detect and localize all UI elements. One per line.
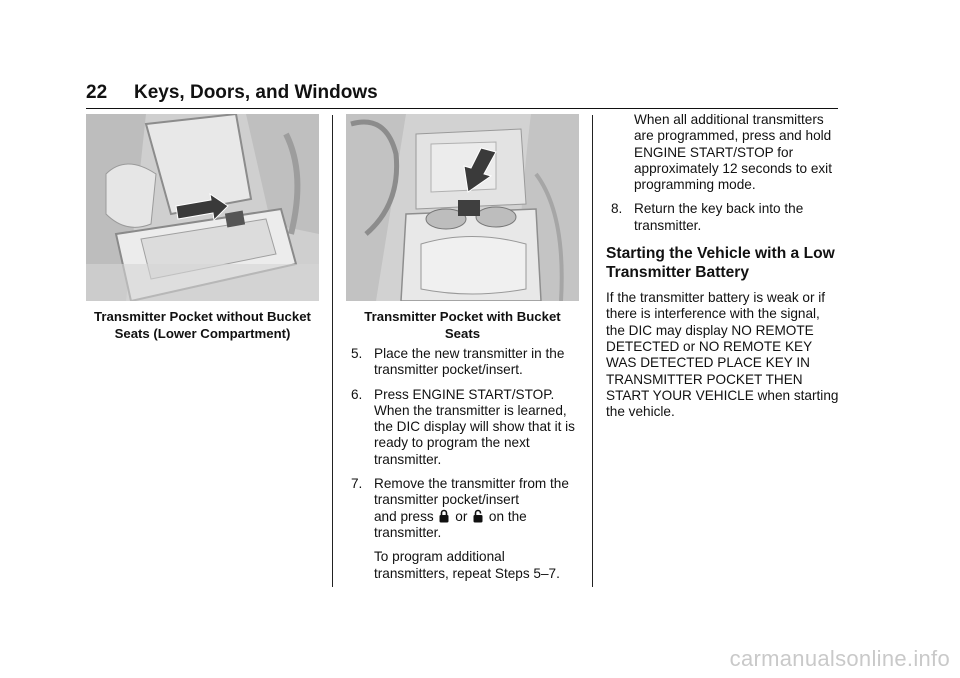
step-text-part: and press [374, 508, 434, 524]
step-text-part: transmitter. [374, 524, 442, 540]
step-text: When all additional transmitters are programmed, press and hold ENGINE START/STOP for approximately 12 seconds to exit programming mode. [634, 112, 832, 193]
caption-line: Seats [444, 326, 481, 341]
figure-transmitter-pocket-lower-compartment [86, 114, 319, 301]
column-divider-left [332, 115, 333, 587]
watermark: carmanualsonline.info [729, 646, 950, 671]
page-number: 22 [86, 82, 108, 103]
step-text: Place the new transmitter in the transmitter pocket/insert. [374, 346, 565, 378]
section-heading: Starting the Vehicle with a Low Transmitter Battery [606, 245, 835, 282]
section-body: If the transmitter battery is weak or if there is interference with the signal, the DIC may display NO REMOTE DETECTED or NO REMOTE KEY WAS DETECTED PLACE KEY IN TRANSMITTER POCKET THEN START YOUR VEHICLE when starting the vehicle. [606, 290, 839, 420]
caption-line: Transmitter Pocket with Bucket [364, 309, 561, 324]
step-6 [346, 387, 582, 468]
step-number: 7. [351, 476, 363, 492]
lock-icon [439, 509, 449, 523]
step-text-part: Remove the transmitter from the transmitter pocket/insert [374, 476, 569, 508]
step-note: To program additional transmitters, repeat Steps 5–7. [374, 549, 560, 581]
figure-transmitter-pocket-bucket-seats [346, 114, 579, 301]
section-title: Keys, Doors, and Windows [134, 82, 378, 103]
step-text: Return the key back into the transmitter. [634, 201, 804, 233]
steps-column-right [606, 112, 842, 420]
step-8 [606, 201, 842, 234]
column-divider-right [592, 115, 593, 587]
step-text [374, 476, 582, 541]
caption-line: Transmitter Pocket without Bucket [94, 309, 311, 324]
step-number: 5. [351, 346, 363, 361]
caption-line: Seats (Lower Compartment) [114, 326, 291, 341]
step-text: Press ENGINE START/STOP. When the transmitter is learned, the DIC display will show that it is ready to program the next transmitter. [374, 386, 575, 467]
step-number: 6. [351, 386, 363, 402]
steps-column-middle [346, 346, 582, 590]
page-header [86, 82, 838, 109]
figure-caption-middle [346, 308, 579, 342]
step-7 [346, 476, 582, 582]
step-number: 8. [611, 201, 623, 217]
figure-caption-left [82, 308, 323, 342]
step-5 [346, 346, 582, 379]
unlock-icon [473, 509, 483, 523]
step-7-continued [606, 112, 842, 193]
step-text-part: or [455, 508, 468, 524]
step-text-part: on the [488, 508, 527, 524]
